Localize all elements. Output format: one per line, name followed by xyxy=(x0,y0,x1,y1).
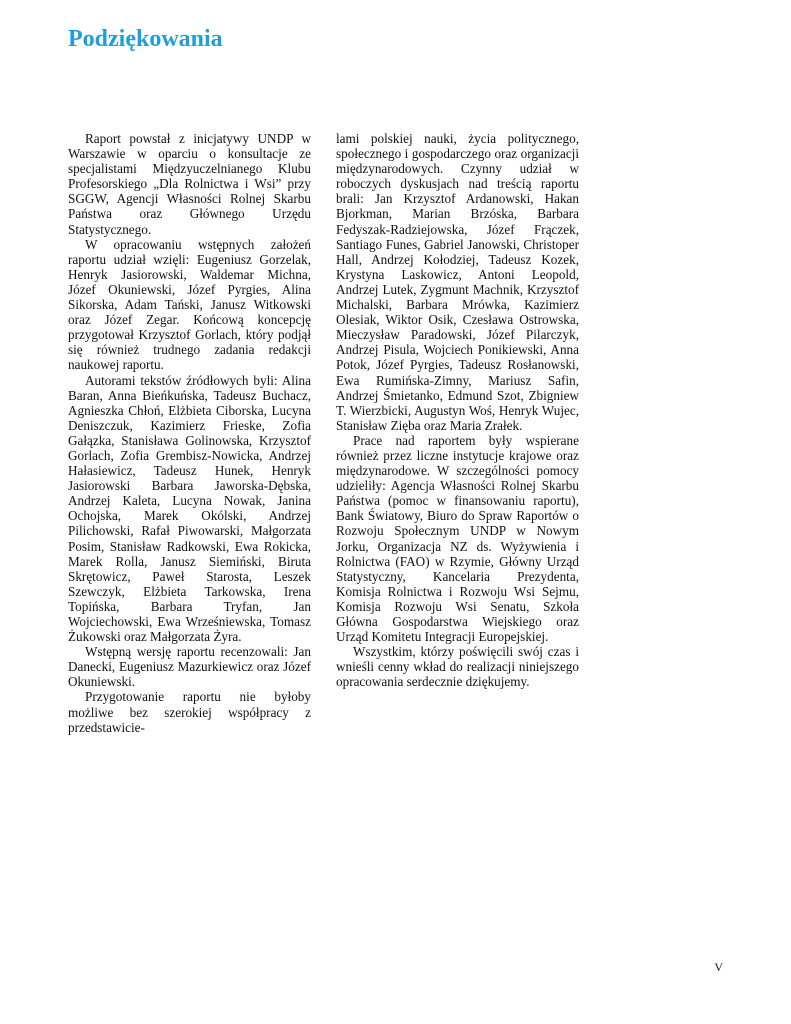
page-number: V xyxy=(714,960,723,974)
paragraph-origin: Raport powstał z inicjatywy UNDP w Warszawie w oparciu o konsultacje ze specjalistami Międzyuczelnianego Klubu Profesorskiego „Dla Rolnictwa i Wsi” przy SGGW, Agencji Własności Rolnej Skarbu Państwa oraz Głównego Urzędu Statystycznego. xyxy=(68,131,311,237)
paragraph-assumptions: W opracowaniu wstępnych założeń raportu udział wzięli: Eugeniusz Gorzelak, Henryk Jasiorowski, Waldemar Michna, Józef Okuniewski, Józef Pyrgies, Alina Sikorska, Adam Tański, Janusz Witkowski oraz Józef Zegar. Końcową koncepcję przygotował Krzysztof Gorlach, który podjął się również trudnego zadania redakcji naukowej raportu. xyxy=(68,236,311,373)
paragraph-cooperation-continued: lami polskiej nauki, życia politycznego, społecznego i gospodarczego oraz organizacji międzynarodowych. Czynny udział w roboczych dyskusjach nad treścią raportu brali: Jan Krzysztof Ardanowski, Hakan Bjorkman, Marian Brzóska, Barbara Fedyszak-Radziejowska, Józef Frączek, Santiago Funes, Gabriel Janowski, Christoper Hall, Andrzej Kołodziej, Tadeusz Kozek, Krystyna Laskowicz, Antoni Leopold, Andrzej Lutek, Zygmunt Machnik, Krzysztof Michalski, Barbara Mrówka, Kazimierz Olesiak, Wiktor Osik, Czesława Ostrowska, Mieczysław Paradowski, Józef Pilarczyk, Andrzej Pisula, Wojciech Ponikiewski, Anna Potok, Józef Pyrgies, Tadeusz Rosłanowski, Ewa Rumińska-Zimny, Mariusz Safin, Andrzej Śmietanko, Edmund Szot, Zbigniew T. Wierzbicki, Augustyn Woś, Henryk Wujec, Stanisław Zięba oraz Maria Zrałek. xyxy=(336,131,579,433)
left-text-column xyxy=(68,131,311,735)
paragraph-thanks: Wszystkim, którzy poświęcili swój czas i wnieśli cenny wkład do realizacji niniejszego opracowania serdecznie dziękujemy. xyxy=(336,644,579,690)
right-text-column xyxy=(336,131,579,689)
paragraph-cooperation-start: Przygotowanie raportu nie byłoby możliwe bez szerokiej współpracy z przedstawicie- xyxy=(68,689,311,735)
paragraph-authors: Autorami tekstów źródłowych byli: Alina Baran, Anna Bieńkuńska, Tadeusz Buchacz, Agnieszka Chłoń, Elżbieta Ciborska, Lucyna Deniszczuk, Kazimierz Frieske, Zofia Gałązka, Stanisława Golinowska, Krzysztof Gorlach, Zofia Grembisz-Nowicka, Andrzej Hałasiewicz, Tadeusz Hunek, Henryk Jasiorowski Barbara Jaworska-Dębska, Andrzej Kaleta, Lucyna Nowak, Janina Ochojska, Marek Okólski, Andrzej Pilichowski, Rafał Piwowarski, Małgorzata Posim, Stanisław Radkowski, Ewa Rokicka, Marek Rolla, Janusz Siemiński, Biruta Skrętowicz, Paweł Starosta, Leszek Szewczyk, Elżbieta Tarkowska, Irena Topińska, Barbara Tryfan, Jan Wojciechowski, Ewa Wrześniewska, Tomasz Żukowski oraz Małgorzata Żyra. xyxy=(68,372,311,645)
paragraph-reviewers: Wstępną wersję raportu recenzowali: Jan Danecki, Eugeniusz Mazurkiewicz oraz Józef Okuniewski. xyxy=(68,644,311,690)
page-title: Podziękowania xyxy=(68,26,223,52)
paragraph-institutions: Prace nad raportem były wspierane również przez liczne instytucje krajowe oraz międzynarodowe. W szczególności pomocy udzieliły: Agencja Własności Rolnej Skarbu Państwa (pomoc w finansowaniu raportu), Bank Światowy, Biuro do Spraw Raportów o Rozwoju Społecznym UNDP w Nowym Jorku, Organizacja NZ ds. Wyżywienia i Rolnictwa (FAO) w Rzymie, Główny Urząd Statystyczny, Kancelaria Prezydenta, Komisja Rolnictwa i Rozwoju Wsi Sejmu, Komisja Rozwoju Wsi Senatu, Szkoła Główna Gospodarstwa Wiejskiego oraz Urząd Komitetu Integracji Europejskiej. xyxy=(336,432,579,645)
